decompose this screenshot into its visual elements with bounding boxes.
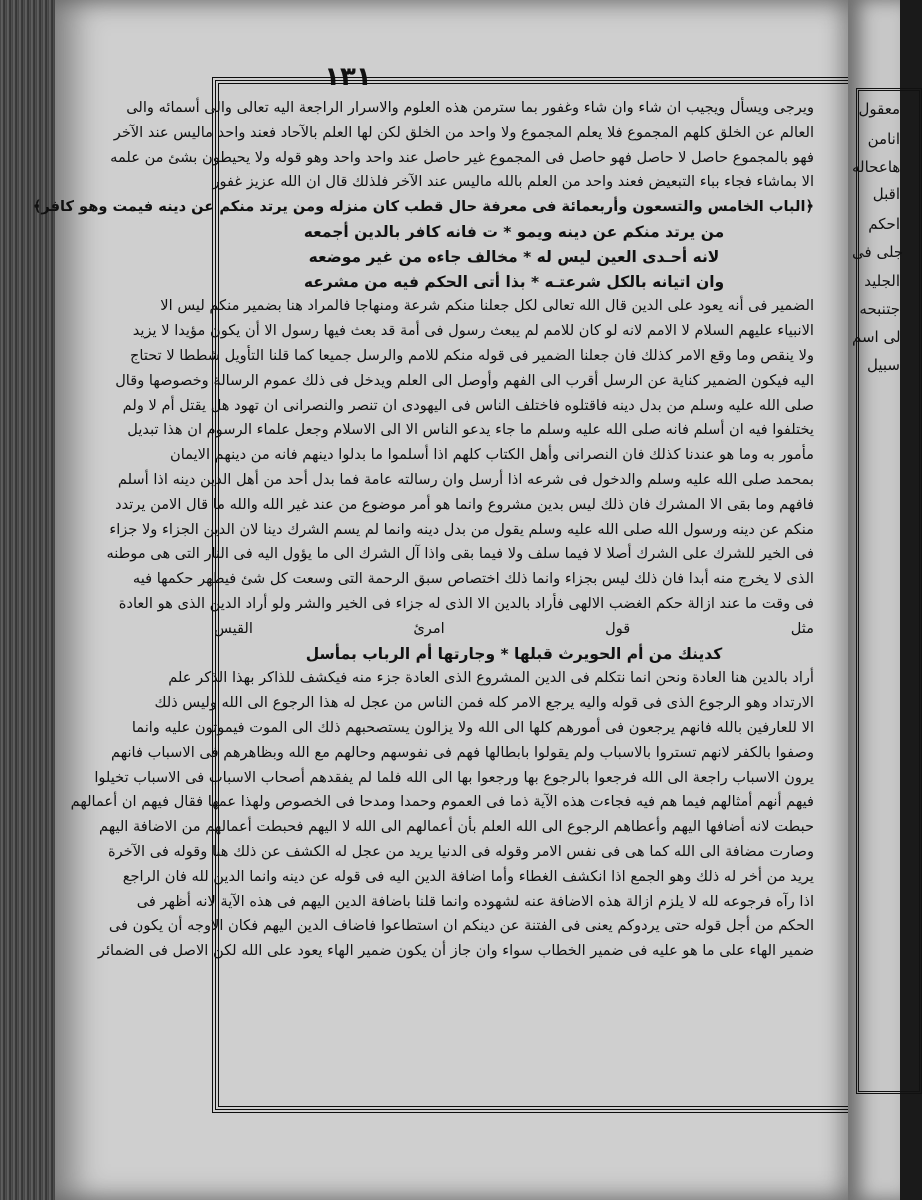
text-line: فى وقت ما عند ازالة حكم الغضب الالهى فأراد بالدين الا الذى له جزاء فى الخير والشر ولو أراد الدين الذى هو العادة xyxy=(118,594,814,612)
text-line: صلى الله عليه وسلم من بدل دينه فاقتلوه فاختلف الناس فى اليهودى ان تنصر والنصرانى ان تهود هل يقتل أم لا ولم xyxy=(122,396,814,414)
verse-line: لانه أحـدى العين ليس له * مخالف جاءه من غير موضعه xyxy=(308,247,720,266)
verse-line: كدينك من أم الحويرث قبلها * وجارتها أم الرباب بمأسل xyxy=(305,644,723,663)
facing-page-fragment: سبيل xyxy=(867,356,900,374)
facing-page-fragment: لى اسم xyxy=(852,328,901,346)
facing-page-fragment: الجليد xyxy=(864,272,900,290)
text-line: الحكم من أجل قوله حتى يردوكم يعنى فى الفتنة عن دينكم ان استطاعوا فاضاف الدين اليهم فكان الاوجه أن يكون فى xyxy=(108,917,814,935)
text-line: العالم عن الخلق كلهم المجموع فلا يعلم المجموع ولا واحد من الخلق لكن لها العلم بالآحاد فعند واحد ماليس عند الآخر xyxy=(113,123,814,141)
text-line: اليه فيكون الضمير كناية عن الرسل أقرب الى الفهم وأوصل الى العلم ويدخل فى ذلك عموم الرسالة وخصوصها وقال xyxy=(115,371,814,389)
facing-page-fragment: احكم xyxy=(868,215,900,233)
text-line: ولا ينقص وما وقع الامر كذلك فان جعلنا الضمير فى قوله منكم للامم والرسل جميعا كما قلنا التأويل شططا لا تحتاج xyxy=(129,346,814,364)
text-line: الضمير فى أنه يعود على الدين قال الله تعالى لكل جعلنا منكم شرعة ومنهاجا فالمراد هنا بضمير منكم ليس الا xyxy=(160,297,814,315)
facing-page-fragment: جلى فى xyxy=(852,243,904,261)
text-line: مثل قول امرئ القيس xyxy=(214,619,814,637)
text-line: يريد من أخر له ذلك وهو الجمع اذا انكشف الغطاء وأما اضافة الدين اليه فى قوله عن دينه وانما الدين لله فان الراجع xyxy=(122,867,814,885)
text-line: ويرجى ويسأل ويجيب ان شاء وان شاء وغفور بما سترمن هذه العلوم والاسرار الراجعة اليه تعالى والى أسمائه والى xyxy=(126,99,814,116)
text-line: حبطت لانه أضافها اليهم وأعطاهم الرجوع الى الله العلم بأن أعمالهم الى الله لا اليهم فحبطت أعمالهم من الاضافة اليهم xyxy=(99,818,814,836)
main-text-block xyxy=(32,96,814,1096)
page-number: ١٣١ xyxy=(324,62,372,92)
facing-page-fragment: هاعحاله xyxy=(852,158,901,176)
text-line: وصارت مضافة الى الله كما هى فى نفس الامر وقوله فى الدنيا يريد من عجل له الكشف عن ذلك هنا وقوله فى الآخرة xyxy=(107,842,814,860)
verse-line: من يرتد منكم عن دينه ويمو * ت فانه كافر بالدين أجمعه xyxy=(303,222,725,241)
text-line: فيهم أنهم أمثالهم فيما هم فيه فجاءت هذه الآية ذما فى العموم وحمدا ومدحا فى الخصوص ولهذا عمها فقال فيهم ان أعمالهم xyxy=(70,793,814,811)
text-line: ضمير الهاء على ما هو عليه فى ضمير الخطاب سواء وان جاز أن يكون ضمير الهاء يعود على الله لكن الاصل فى الضمائر xyxy=(97,942,814,960)
chapter-title: ﴿الباب الخامس والتسعون وأربعمائة فى معرفة حال قطب كان منزله ومن يرتد منكم عن دينه فيمت وهو كافر﴾ xyxy=(32,198,814,216)
text-line: مأمور به وما هو عندنا كذلك فان النصرانى وأهل الكتاب كلهم اذا أسلموا ما بدلوا دينهم فانه من دينهم الايمان xyxy=(170,446,814,464)
text-line: الارتداد وهو الرجوع الذى فى قوله واليه يرجع الامر كله فمن الناس من عجل له هذا الرجوع الى الله وليس ذلك xyxy=(154,694,814,712)
text-line: بمحمد صلى الله عليه وسلم والدخول فى شرعه اذا أرسل وان رسالته عامة فما بدل أحد من أهل الدين دينه اذا أسلم xyxy=(117,470,814,488)
text-line: اذا رآه فرجوعه لله لا يلزم ازالة هذه الاضافة عنه لشهوده وانما قلنا باضافة الدين اليهم فى هذه الآية لانه أظهر فى xyxy=(136,892,814,910)
facing-page-fragment: انامن xyxy=(867,130,900,148)
text-line: يختلفوا فيه ان أسلم فانه صلى الله عليه وسلم ما جاء يدعو الناس الا الى الاسلام وجعل علماء الرسوم ان هذا تبديل xyxy=(127,421,814,439)
text-line: فى الخير للشرك على الشرك أصلا لا فيما سلف ولا فيما بقى واذا آل الشرك الى ما يؤول اليه فى النار التى هى موطنه xyxy=(106,545,814,563)
text-line: الذى لا يخرج منه أبدا فان ذلك ليس بجزاء وانما ذلك اختصاص سبق الرحمة التى وسعت كل شئ فيظهر حكمها فيه xyxy=(132,570,814,588)
text-line: وصفوا بالكفر لانهم تستروا بالاسباب ولم يقولوا بابطالها فهم فى نفوسهم وحالهم مع الله وبظاهرهم فى الاسباب فانهم xyxy=(111,743,814,761)
verse-line: وان اتيانه بالكل شرعتـه * بذا أتى الحكم فيه من مشرعه xyxy=(303,272,725,291)
facing-page-frame xyxy=(856,88,922,1094)
text-line: فافهم وما بقى الا المشرك فان ذلك ليس بدين مشروع وانما هو أمر موضوع من عند غير الله والله ما قال الامن يرتدد xyxy=(115,495,814,513)
facing-page-edge xyxy=(848,0,904,1200)
text-line: منكم عن دينه ورسول الله صلى الله عليه وسلم يقول من بدل دينه وانما لم يسم الشرك دينا لان الدين الجزاء ولا جزاء xyxy=(109,520,814,538)
facing-page-fragment: معقول xyxy=(858,100,900,118)
text-line: فهو بالمجموع حاصل لا حاصل فهو حاصل فى المجموع غير حاصل عند واحد واحد وهو قوله ولا يحيطون بشئ من علمه xyxy=(110,148,814,166)
facing-page-fragment: اقبل xyxy=(872,185,900,203)
text-line: الا للعارفين بالله فانهم يرجعون فى أمورهم كلها الى الله ولا يزالون يستصحبهم ذلك الى الموت فيموتون عليه وانما xyxy=(131,718,814,736)
text-line: أراد بالدين هنا العادة ونحن انما نتكلم فى الدين المشروع الذى العادة جزء منه فيكشف للذاكر بهذا الذكر علم xyxy=(168,669,814,687)
text-line: الا بماشاء فجاء بباء التبعيض فعند واحد من العلم بالله ماليس عند الآخر فلذلك قال ان الله عزيز غفور xyxy=(212,173,814,191)
book-edge xyxy=(0,0,60,1200)
facing-page-fragment: جتنبحه xyxy=(859,300,900,318)
text-line: يرون الاسباب راجعة الى الله فرجعوا بالرجوع بها ورجعوا بها الى الله فلما لم يفقدهم أصحاب الاسباب فى الاسباب تخيلوا xyxy=(94,768,814,786)
text-line: الانبياء عليهم السلام لا الامم لانه لو كان للامم لم يبعث رسول فى أمة قد بعث فيها رسول الا أن يكون مؤيدا لا يزيد xyxy=(132,322,814,340)
